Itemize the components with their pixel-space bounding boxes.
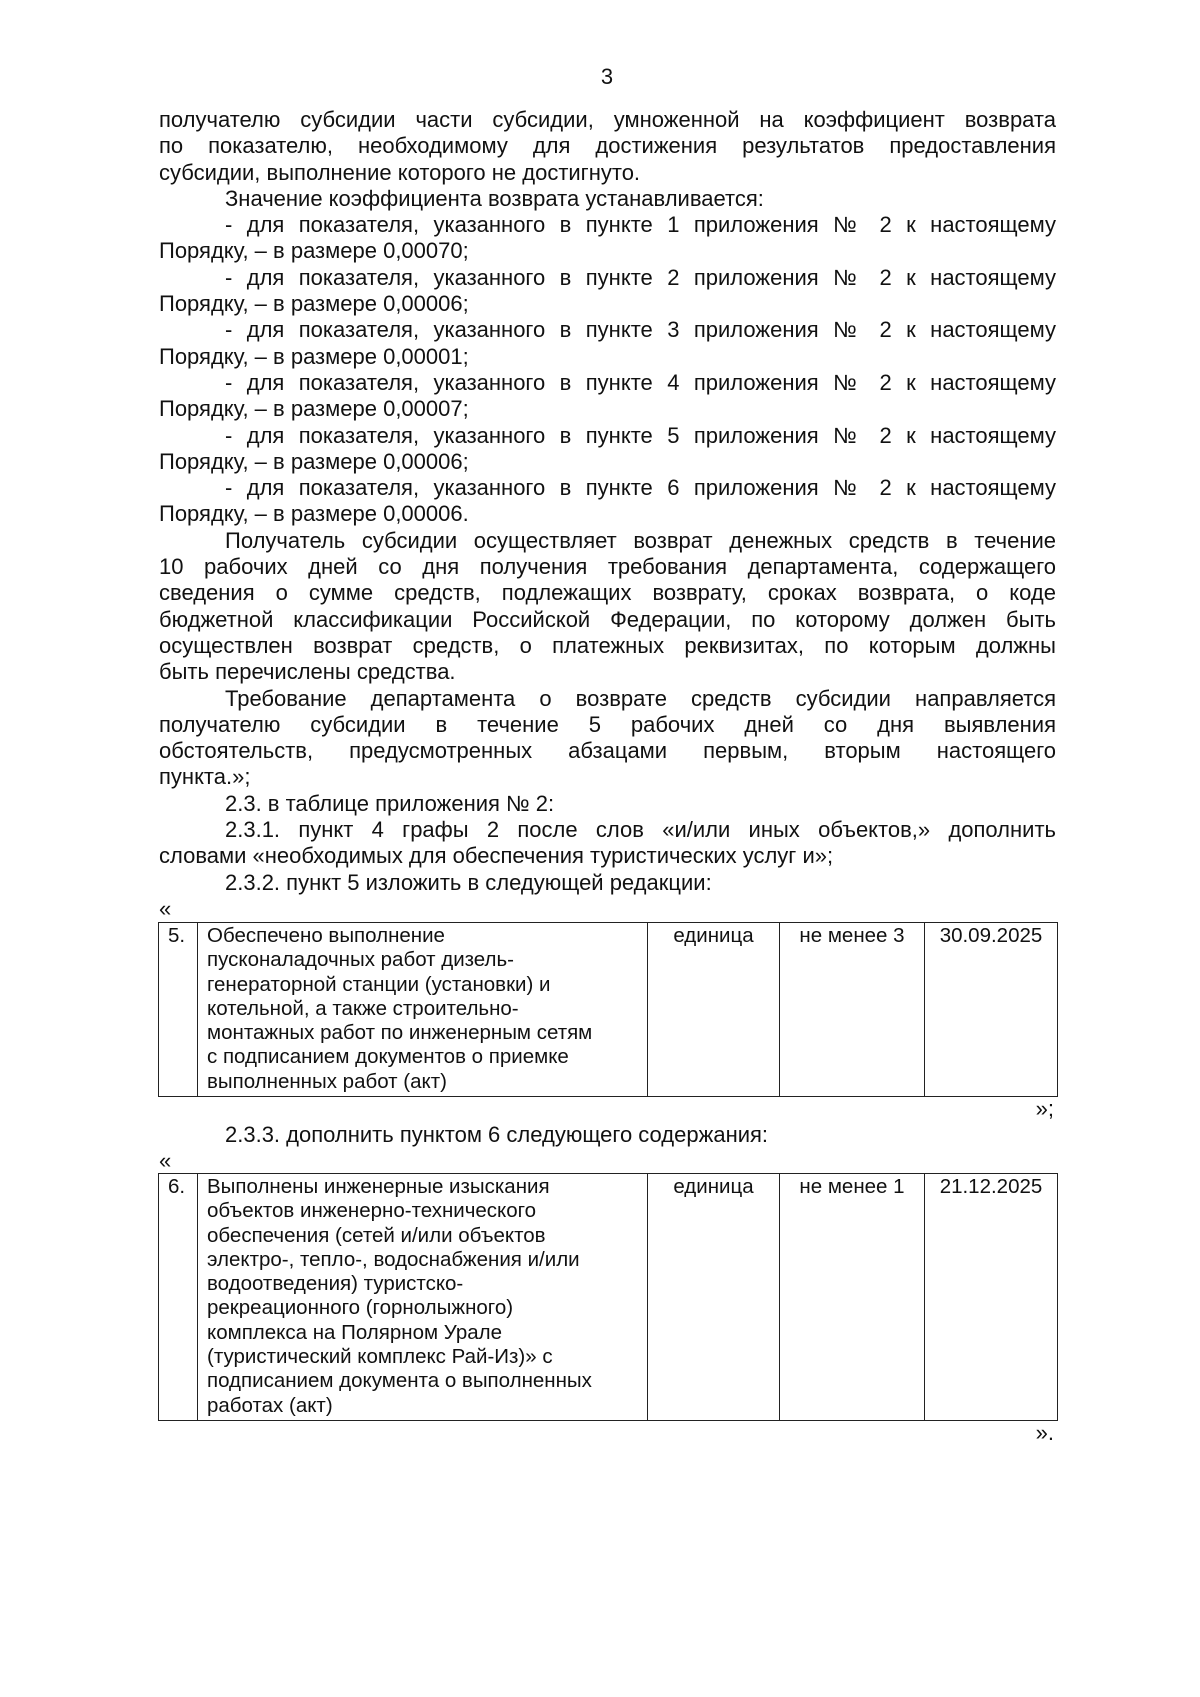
quote-close: ». bbox=[1035, 1420, 1054, 1445]
row-date: 30.09.2025 bbox=[925, 923, 1058, 1097]
text-line: - для показателя, указанного в пункте 6 приложения № 2 к настоящему bbox=[225, 475, 1056, 501]
text-line: субсидии, выполнение которого не достигнуто. bbox=[159, 159, 641, 185]
text-line: быть перечислены средства. bbox=[159, 659, 456, 685]
row-number: 5. bbox=[159, 923, 198, 1097]
text-line: получателю субсидии части субсидии, умноженной на коэффициент возврата bbox=[159, 107, 1056, 132]
text-line: 2.3.1. пункт 4 графы 2 после слов «и/или иных объектов,» дополнить bbox=[225, 817, 1056, 843]
table-item-5 bbox=[158, 922, 1058, 1097]
text-line: обстоятельств, предусмотренных абзацами первым, вторым настоящего bbox=[159, 738, 1056, 764]
row-description: Обеспечено выполнение пусконаладочных работ дизель- генераторной станции (установки) и котельной, а также строительно- монтажных работ по инженерным сетям с подписанием документов о приемке выполненных работ (акт) bbox=[198, 923, 648, 1097]
text-line: Значение коэффициента возврата устанавливается: bbox=[225, 185, 764, 211]
text-line: - для показателя, указанного в пункте 2 приложения № 2 к настоящему bbox=[225, 264, 1056, 290]
row-value: не менее 3 bbox=[780, 923, 925, 1097]
page-number: 3 bbox=[600, 64, 614, 89]
text-line: бюджетной классификации Российской Федерации, по которому должен быть bbox=[159, 606, 1056, 632]
text-line: Получатель субсидии осуществляет возврат денежных средств в течение bbox=[225, 527, 1056, 553]
row-date: 21.12.2025 bbox=[925, 1174, 1058, 1421]
text-line: Порядку, – в размере 0,00070; bbox=[159, 238, 469, 264]
row-unit: единица bbox=[648, 1174, 780, 1421]
text-line: словами «необходимых для обеспечения туристических услуг и»; bbox=[159, 843, 834, 869]
text-line: - для показателя, указанного в пункте 4 приложения № 2 к настоящему bbox=[225, 369, 1056, 395]
text-line: сведения о сумме средств, подлежащих возврату, сроках возврата, о коде bbox=[159, 580, 1056, 606]
text-line: - для показателя, указанного в пункте 1 приложения № 2 к настоящему bbox=[225, 212, 1056, 238]
body-text bbox=[159, 107, 1056, 896]
text-line: по показателю, необходимому для достижения результатов предоставления bbox=[159, 133, 1056, 159]
text-line: Порядку, – в размере 0,00007; bbox=[159, 396, 469, 422]
clause-2-3-3 bbox=[159, 1122, 1056, 1148]
text-line: Порядку, – в размере 0,00001; bbox=[159, 343, 469, 369]
table-row bbox=[159, 1174, 1058, 1421]
text-line: осуществлен возврат средств, о платежных реквизитах, по которым должны bbox=[159, 632, 1056, 658]
row-unit: единица bbox=[648, 923, 780, 1097]
table-item-6 bbox=[158, 1173, 1058, 1421]
quote-open: « bbox=[159, 896, 172, 921]
text-line: Требование департамента о возврате средств субсидии направляется bbox=[225, 685, 1056, 711]
text-line: получателю субсидии в течение 5 рабочих дней со дня выявления bbox=[159, 711, 1056, 737]
text-line: пункта.»; bbox=[159, 764, 251, 790]
text-line: Порядку, – в размере 0,00006; bbox=[159, 448, 469, 474]
text-line: 2.3. в таблице приложения № 2: bbox=[225, 790, 555, 816]
quote-close: »; bbox=[1035, 1096, 1054, 1121]
row-number: 6. bbox=[159, 1174, 198, 1421]
table-row bbox=[159, 923, 1058, 1097]
text-line: - для показателя, указанного в пункте 3 приложения № 2 к настоящему bbox=[225, 317, 1056, 343]
text-line: Порядку, – в размере 0,00006. bbox=[159, 501, 469, 527]
row-description: Выполнены инженерные изыскания объектов инженерно-технического обеспечения (сетей и/или объектов электро-, тепло-, водоснабжения и/или водоотведения) туристско- рекреационного (горнолыжного) комплекса на Полярном Урале (туристический комплекс Рай-Из)» с подписанием документа о выполненных работах (акт) bbox=[198, 1174, 648, 1421]
text-line: 10 рабочих дней со дня получения требования департамента, содержащего bbox=[159, 554, 1056, 580]
text-line: - для показателя, указанного в пункте 5 приложения № 2 к настоящему bbox=[225, 422, 1056, 448]
row-value: не менее 1 bbox=[780, 1174, 925, 1421]
text-line: 2.3.3. дополнить пунктом 6 следующего содержания: bbox=[225, 1122, 769, 1147]
quote-open: « bbox=[159, 1148, 172, 1173]
text-line: Порядку, – в размере 0,00006; bbox=[159, 291, 469, 317]
text-line: 2.3.2. пункт 5 изложить в следующей редакции: bbox=[225, 869, 712, 895]
